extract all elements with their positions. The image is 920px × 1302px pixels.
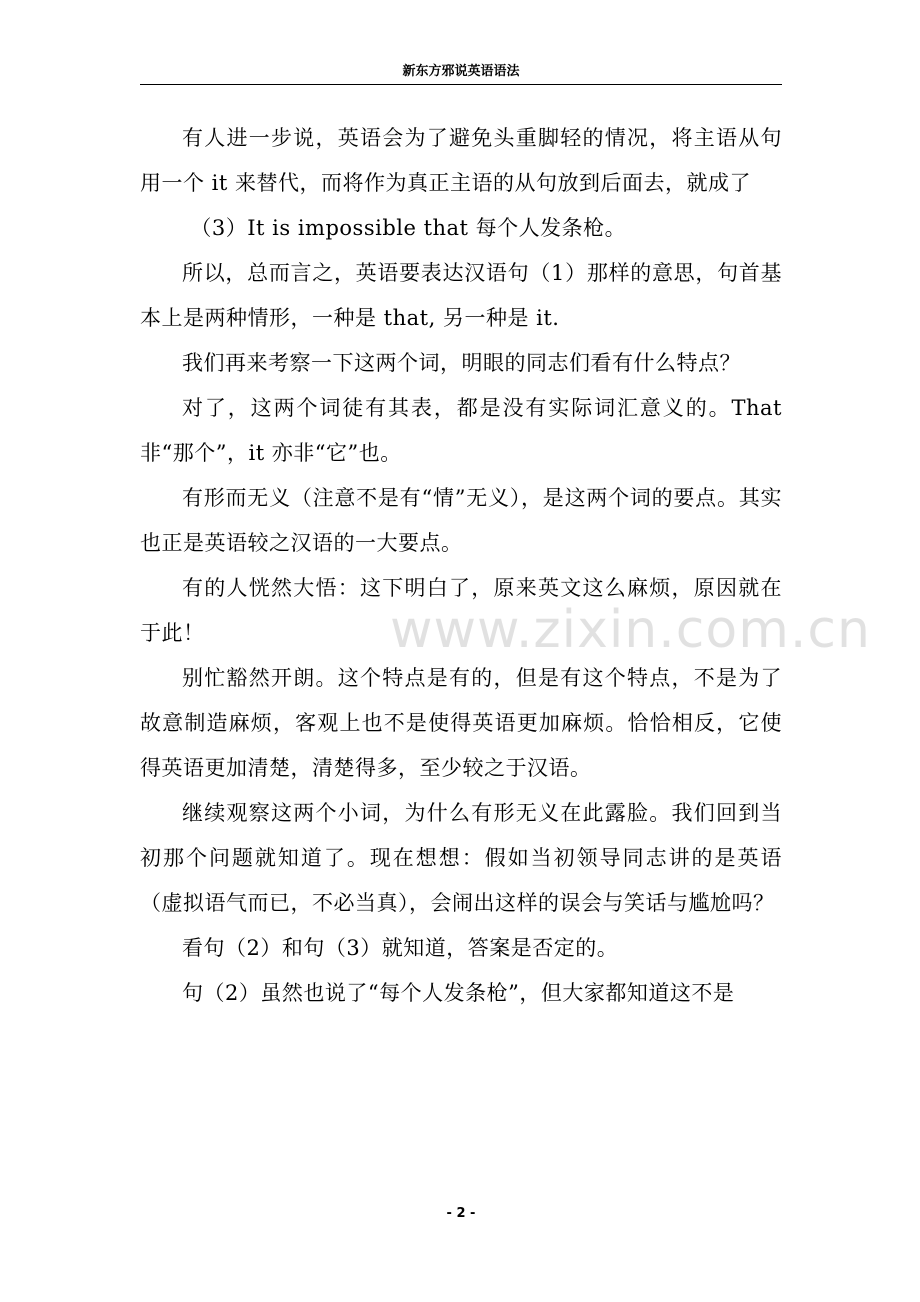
paragraph-10: 句（2）虽然也说了“每个人发条枪”，但大家都知道这不是 (182, 981, 735, 1005)
paragraph-9: 看句（2）和句（3）就知道，答案是否定的。 (182, 936, 619, 960)
paragraph-2: 所以，总而言之，英语要表达汉语句（1）那样的意思，句首基本上是两种情形，一种是 that, 另一种是 it. (140, 261, 782, 330)
paragraph-3: 我们再来考察一下这两个词，明眼的同志们看有什么特点？ (182, 351, 741, 375)
paragraph-8: 继续观察这两个小词，为什么有形无义在此露脸。我们回到当初那个问题就知道了。现在想想：假如当初领导同志讲的是英语（虚拟语气而已，不必当真），会闹出这样的误会与笑话与尴尬吗？ (140, 801, 782, 915)
paragraph-5: 有形而无义（注意不是有“情”无义），是这两个词的要点。其实也正是英语较之汉语的一大要点。 (140, 486, 782, 555)
header-rule (140, 84, 782, 85)
page-number: - 2 - (446, 1206, 476, 1221)
paragraph-1: 有人进一步说，英语会为了避免头重脚轻的情况，将主语从句用一个 it 来替代，而将作为真正主语的从句放到后面去，就成了 (140, 126, 782, 195)
watermark: www.zixin.com.cn (390, 600, 871, 660)
paragraph-6: 有的人恍然大悟：这下明白了，原来英文这么麻烦，原因就在于此！ (140, 576, 782, 645)
example-sentence-3: （3）It is impossible that 每个人发条枪。 (190, 216, 627, 240)
running-header: 新东方邪说英语语法 (402, 64, 520, 79)
paragraph-4: 对了，这两个词徒有其表，都是没有实际词汇意义的。That 非“那个”，it 亦非“它”也。 (140, 396, 782, 465)
paragraph-7: 别忙豁然开朗。这个特点是有的，但是有这个特点，不是为了故意制造麻烦，客观上也不是使得英语更加麻烦。恰恰相反，它使得英语更加清楚，清楚得多，至少较之于汉语。 (140, 666, 782, 780)
page-body (140, 116, 782, 1016)
